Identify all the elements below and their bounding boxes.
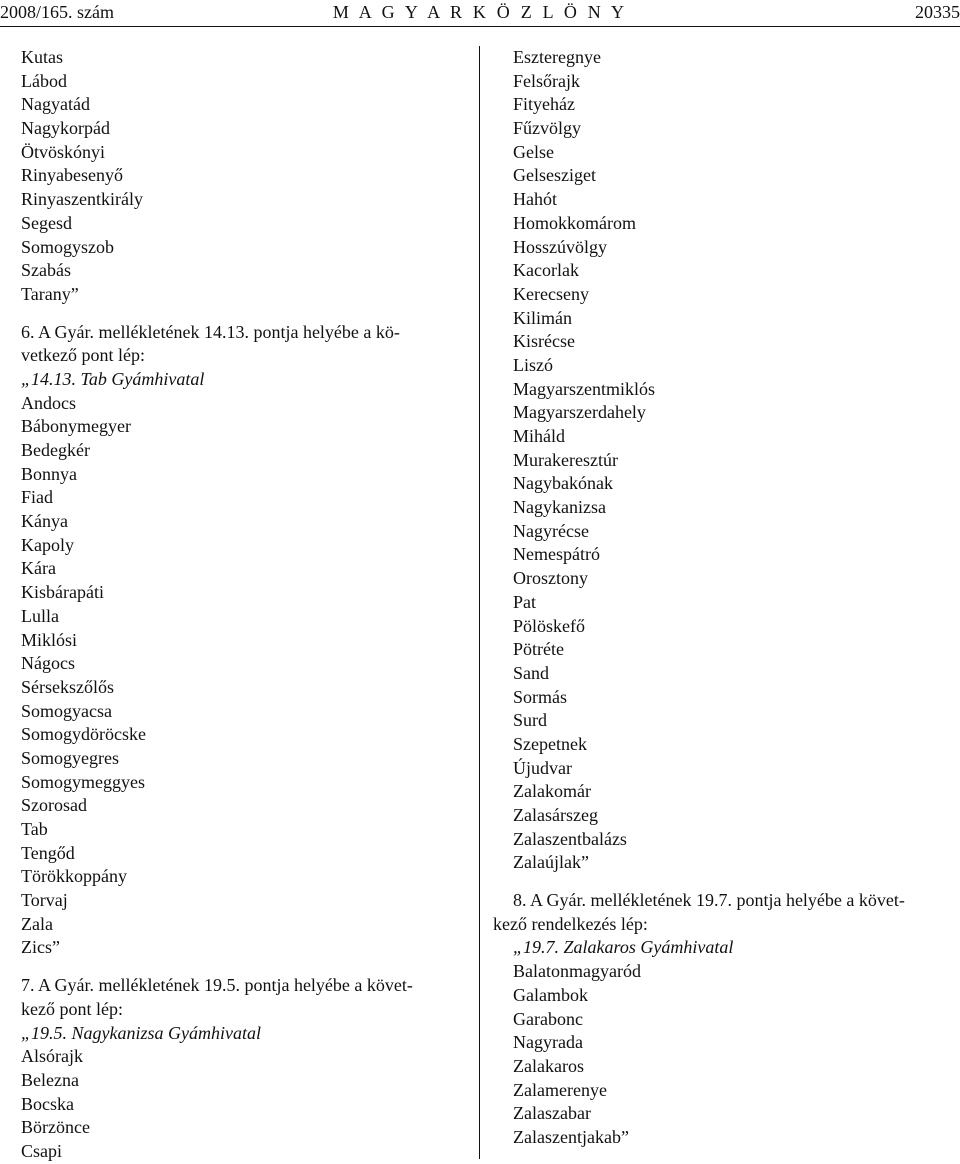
settlement-name: Törökkoppány xyxy=(21,866,127,887)
settlement-name: Nagyrécse xyxy=(513,520,589,541)
settlement-name: Szabás xyxy=(21,260,71,281)
item-8-heading-text: Zalakaros Gyámhivatal xyxy=(563,937,734,958)
settlement-name: Rinyaszentkirály xyxy=(21,189,143,210)
settlement-name: Somogyegres xyxy=(21,747,119,768)
item-8-text-cont: kező rendelkezés lép: xyxy=(493,913,648,934)
settlement-name: Tengőd xyxy=(21,842,75,863)
settlement-name: Ötvöskónyi xyxy=(21,141,106,162)
settlement-name: Belezna xyxy=(21,1069,79,1090)
settlement-name: Zalaújlak” xyxy=(513,852,589,873)
item-8-text: 8. A Gyár. mellékletének 19.7. pontja helyébe a követ- xyxy=(513,890,905,911)
settlement-name: Pat xyxy=(513,591,537,612)
settlement-name: Murakeresztúr xyxy=(513,449,618,470)
item-6-heading-number: „14.13. xyxy=(21,368,77,389)
settlement-name: Szorosad xyxy=(21,795,87,816)
settlement-name: Zalakaros xyxy=(513,1055,584,1076)
settlement-name: Orosztony xyxy=(513,568,588,589)
item-6-heading xyxy=(21,368,453,392)
settlement-name: Újudvar xyxy=(513,757,572,778)
settlement-name: Kutas xyxy=(21,47,63,67)
settlement-name: Garabonc xyxy=(513,1008,583,1029)
settlement-name: Hahót xyxy=(513,189,557,210)
settlement-name: Zalaszentbalázs xyxy=(513,828,627,849)
settlement-name: Somogymeggyes xyxy=(21,771,145,792)
item-7-heading xyxy=(21,1022,453,1046)
settlement-name: Börzönce xyxy=(21,1117,90,1138)
settlement-name: Kisrécse xyxy=(513,331,575,352)
right-column xyxy=(493,46,960,1150)
settlement-name: Bábonymegyer xyxy=(21,416,131,437)
settlement-name: Liszó xyxy=(513,354,553,375)
settlement-name: Pölöskefő xyxy=(513,615,585,636)
settlement-name: Zalakomár xyxy=(513,781,591,802)
settlement-name: Somogydöröcske xyxy=(21,724,146,745)
settlement-name: Lábod xyxy=(21,70,67,91)
item-8-heading xyxy=(513,936,960,960)
settlement-list-a xyxy=(21,46,453,307)
item-6-text: 6. A Gyár. mellékletének 14.13. pontja helyébe a kö- xyxy=(21,321,400,342)
item-7-heading-text: Nagykanizsa Gyámhivatal xyxy=(71,1022,261,1043)
settlement-name: Kacorlak xyxy=(513,260,579,281)
settlement-list-d xyxy=(513,46,960,875)
settlement-name: Magyarszentmiklós xyxy=(513,378,655,399)
settlement-name: Fiad xyxy=(21,487,54,508)
settlement-name: Rinyabesenyő xyxy=(21,165,123,186)
page-header xyxy=(0,0,960,26)
settlement-name: Surd xyxy=(513,710,548,731)
settlement-name: Szepetnek xyxy=(513,733,587,754)
settlement-name: Kilimán xyxy=(513,307,572,328)
item-7-heading-number: „19.5. xyxy=(21,1022,68,1043)
settlement-name: Tab xyxy=(21,819,48,839)
settlement-name: Nagykorpád xyxy=(21,118,110,139)
settlement-name: Somogyszob xyxy=(21,236,115,257)
item-7-text-cont: kező pont lép: xyxy=(21,998,123,1019)
settlement-name: Miklósi xyxy=(21,629,78,650)
settlement-name: Nagyatád xyxy=(21,94,90,115)
settlement-name: Lulla xyxy=(21,605,59,626)
settlement-name: Felsőrajk xyxy=(513,70,580,91)
settlement-name: Gelsesziget xyxy=(513,165,596,186)
settlement-name: Homokkomárom xyxy=(513,212,636,233)
settlement-name: Bocska xyxy=(21,1093,74,1114)
settlement-name: Fűzvölgy xyxy=(513,118,582,139)
item-6-heading-text: Tab Gyámhivatal xyxy=(80,368,205,389)
settlement-name: Bonnya xyxy=(21,463,77,484)
settlement-name: Galambok xyxy=(513,984,588,1005)
settlement-name: Kisbárapáti xyxy=(21,582,104,603)
spacer xyxy=(21,960,453,974)
settlement-name: Kapoly xyxy=(21,534,74,555)
settlement-name: Zics” xyxy=(21,937,60,958)
settlement-name: Fityeház xyxy=(513,94,575,115)
settlement-name: Miháld xyxy=(513,426,565,446)
settlement-name: Nemespátró xyxy=(513,544,600,565)
spacer xyxy=(513,875,960,889)
settlement-name: Somogyacsa xyxy=(21,700,112,721)
settlement-name: Zalasárszeg xyxy=(513,805,598,825)
settlement-list-b xyxy=(21,392,453,961)
settlement-name: Nagybakónak xyxy=(513,473,613,494)
settlement-name: Nagyrada xyxy=(513,1032,583,1053)
settlement-name: Zalamerenye xyxy=(513,1079,607,1100)
settlement-name: Kánya xyxy=(21,511,68,532)
settlement-name: Sérsekszőlős xyxy=(21,676,114,697)
item-8-heading-number: „19.7. xyxy=(513,937,560,958)
item-7-text: 7. A Gyár. mellékletének 19.5. pontja helyébe a követ- xyxy=(21,975,413,996)
header-rule xyxy=(0,26,960,27)
settlement-name: Sormás xyxy=(513,686,567,707)
settlement-name: Nagykanizsa xyxy=(513,497,606,518)
settlement-list-c xyxy=(21,1045,453,1163)
settlement-name: Tarany” xyxy=(21,283,79,304)
settlement-name: Zalaszentjakab” xyxy=(513,1126,629,1147)
column-divider xyxy=(479,46,480,1159)
settlement-name: Zala xyxy=(21,913,53,934)
item-6-text-cont: vetkező pont lép: xyxy=(21,345,145,366)
settlement-name: Eszteregnye xyxy=(513,47,601,67)
settlement-name: Kára xyxy=(21,558,56,579)
settlement-name: Csapi xyxy=(21,1140,63,1161)
settlement-name: Torvaj xyxy=(21,890,68,911)
settlement-list-e xyxy=(513,960,960,1150)
settlement-name: Nágocs xyxy=(21,653,75,674)
settlement-name: Andocs xyxy=(21,392,76,413)
left-column xyxy=(21,46,453,1164)
settlement-name: Zalaszabar xyxy=(513,1103,591,1124)
page-number: 20335 xyxy=(915,2,960,22)
settlement-name: Pötréte xyxy=(513,639,564,660)
settlement-name: Kerecseny xyxy=(513,283,589,304)
settlement-name: Bedegkér xyxy=(21,440,90,460)
settlement-name: Magyarszerdahely xyxy=(513,402,646,423)
settlement-name: Hosszúvölgy xyxy=(513,236,607,257)
settlement-name: Segesd xyxy=(21,212,72,233)
settlement-name: Balatonmagyaród xyxy=(513,961,641,982)
journal-title: M A G Y A R K Ö Z L Ö N Y xyxy=(332,2,628,22)
settlement-name: Alsórajk xyxy=(21,1046,83,1067)
settlement-name: Sand xyxy=(513,662,549,683)
settlement-name: Gelse xyxy=(513,141,554,162)
spacer xyxy=(21,307,453,321)
issue-number: 2008/165. szám xyxy=(0,2,114,22)
